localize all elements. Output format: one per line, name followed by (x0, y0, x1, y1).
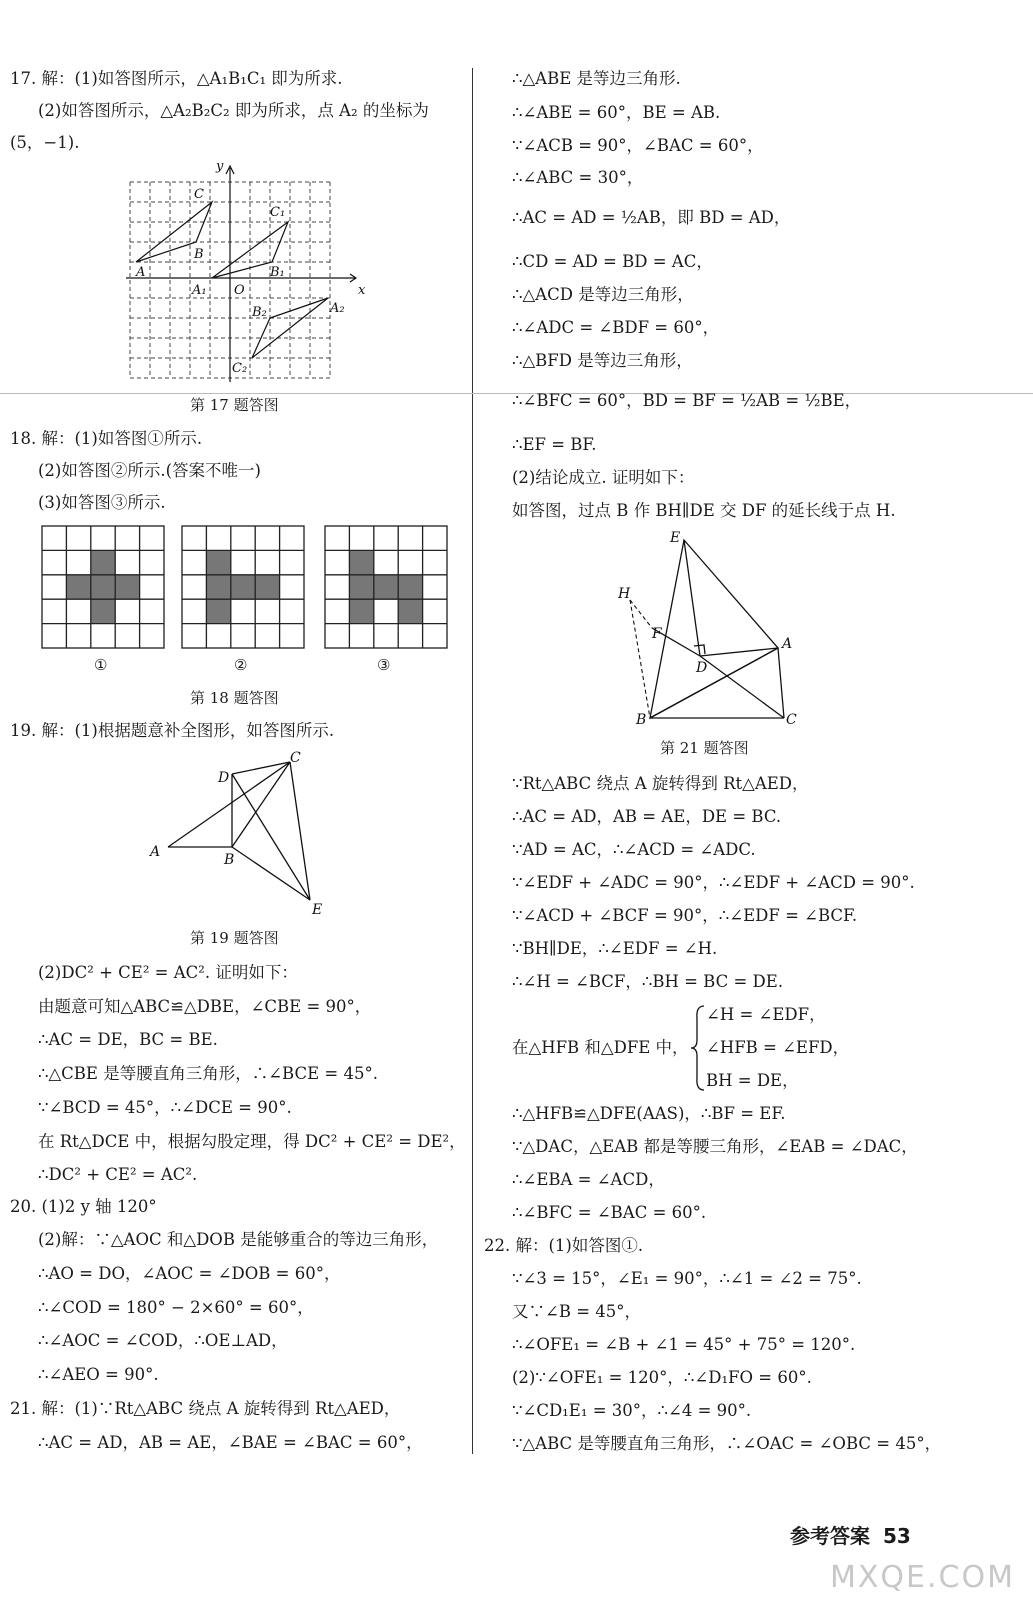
r-line23: ∵△DAC，△EAB 都是等腰三角形，∠EAB = ∠DAC， (512, 1137, 918, 1156)
svg-text:E: E (312, 902, 323, 918)
q17-line3: (5，−1). (10, 133, 80, 152)
r-line9: ∴△BFD 是等边三角形， (512, 351, 693, 370)
r-line6: ∴CD = AD = BD = AC， (512, 252, 713, 271)
q17-line1: 17. 解：(1)如答图所示，△A₁B₁C₁ 即为所求. (10, 69, 343, 88)
svg-text:A₁: A₁ (192, 283, 207, 298)
r-line32: ∵△ABC 是等腰直角三角形，∴∠OAC = ∠OBC = 45°， (512, 1434, 942, 1453)
q19-line7: 在 Rt△DCE 中，根据勾股定理，得 DC² + CE² = DE²， (38, 1132, 466, 1151)
r-line25: ∴∠BFC = ∠BAC = 60°. (512, 1203, 707, 1222)
svg-text:E: E (670, 530, 681, 546)
r-line10: ∴∠BFC = 60°，BD = BF = ½AB = ½BE， (512, 391, 862, 410)
fig17-caption: 第 17 题答图 (190, 396, 279, 414)
fig19-diagram (140, 752, 340, 922)
fig17-grid-diagram (130, 160, 370, 382)
q20-line4: ∴∠COD = 180° − 2×60° = 60°， (38, 1298, 314, 1317)
q20-line1: 20. (1)2 y 轴 120° (10, 1197, 157, 1216)
r-line11: ∴EF = BF. (512, 435, 597, 454)
svg-text:C: C (290, 750, 301, 766)
r-line22: ∴△HFB≌△DFE(AAS)，∴BF = EF. (512, 1104, 786, 1123)
r-line2: ∴∠ABE = 60°，BE = AB. (512, 103, 721, 122)
brace (690, 1004, 706, 1092)
svg-text:A: A (150, 844, 161, 860)
fig18-label-3: ③ (377, 656, 391, 674)
r-line5: ∴AC = AD = ½AB，即 BD = AD， (512, 208, 791, 227)
page-footer (790, 1520, 911, 1549)
q21-line1: 21. 解：(1)∵Rt△ABC 绕点 A 旋转得到 Rt△AED， (10, 1399, 401, 1418)
svg-text:A: A (136, 265, 146, 280)
fig19-caption: 第 19 题答图 (190, 929, 279, 947)
r-line7: ∴△ACD 是等边三角形， (512, 285, 694, 304)
r-line21-c: BH = DE， (706, 1071, 799, 1090)
fig18-grid-1 (42, 526, 164, 648)
r-line8: ∴∠ADC = ∠BDF = 60°， (512, 318, 720, 337)
svg-text:B: B (194, 247, 204, 262)
r-line21-prefix: 在△HFB 和△DFE 中， (512, 1038, 689, 1057)
svg-text:C₁: C₁ (270, 205, 286, 220)
r-line4: ∴∠ABC = 30°， (512, 168, 644, 187)
watermark: MXQE.COM (830, 1560, 1015, 1595)
svg-text:B₁: B₁ (270, 265, 285, 280)
r-line27: ∵∠3 = 15°，∠E₁ = 90°，∴∠1 = ∠2 = 75°. (512, 1269, 862, 1288)
fig18-label-1: ① (94, 656, 108, 674)
fig21-diagram (610, 528, 810, 728)
page-number: 53 (882, 1524, 911, 1548)
r-line17: ∵∠EDF + ∠ADC = 90°，∴∠EDF + ∠ACD = 90°. (512, 873, 915, 892)
r-line24: ∴∠EBA = ∠ACD， (512, 1170, 665, 1189)
r-line21-a: ∠H = ∠EDF， (706, 1005, 826, 1024)
r-line26: 22. 解：(1)如答图①. (484, 1236, 644, 1255)
q18-line2: (2)如答图②所示.(答案不唯一) (38, 461, 261, 480)
q19-line4: ∴AC = DE，BC = BE. (38, 1030, 218, 1049)
r-line14: ∵Rt△ABC 绕点 A 旋转得到 Rt△AED， (512, 774, 809, 793)
r-line21-b: ∠HFB = ∠EFD， (706, 1038, 850, 1057)
svg-text:x: x (358, 283, 366, 298)
r-line20: ∴∠H = ∠BCF，∴BH = BC = DE. (512, 972, 784, 991)
q20-line5: ∴∠AOC = ∠COD，∴OE⊥AD， (38, 1331, 288, 1350)
r-line30: (2)∵∠OFE₁ = 120°，∴∠D₁FO = 60°. (512, 1368, 812, 1387)
q19-line1: 19. 解：(1)根据题意补全图形，如答图所示. (10, 721, 335, 740)
q20-line2: (2)解：∵△AOC 和△DOB 是能够重合的等边三角形， (38, 1230, 439, 1249)
r-line1: ∴△ABE 是等边三角形. (512, 69, 681, 88)
r-line13: 如答图，过点 B 作 BH∥DE 交 DF 的延长线于点 H. (512, 501, 896, 520)
svg-text:C: C (786, 712, 797, 728)
q18-line3: (3)如答图③所示. (38, 493, 166, 512)
svg-text:D: D (696, 660, 708, 676)
fig18-caption: 第 18 题答图 (190, 689, 279, 707)
q20-line3: ∴AO = DO，∠AOC = ∠DOB = 60°， (38, 1264, 341, 1283)
r-line31: ∵∠CD₁E₁ = 30°，∴∠4 = 90°. (512, 1401, 752, 1420)
svg-text:A₂: A₂ (330, 301, 345, 316)
q20-line6: ∴∠AEO = 90°. (38, 1365, 159, 1384)
r-line16: ∵AD = AC，∴∠ACD = ∠ADC. (512, 840, 756, 859)
column-divider (472, 68, 473, 1454)
r-line18: ∵∠ACD + ∠BCF = 90°，∴∠EDF = ∠BCF. (512, 906, 858, 925)
q19-line6: ∵∠BCD = 45°，∴∠DCE = 90°. (38, 1098, 292, 1117)
svg-text:y: y (216, 159, 224, 174)
svg-text:O: O (234, 283, 245, 298)
q18-line1: 18. 解：(1)如答图①所示. (10, 429, 203, 448)
svg-text:H: H (618, 586, 631, 602)
svg-text:A: A (782, 636, 793, 652)
q19-line3: 由题意可知△ABC≌△DBE，∠CBE = 90°， (38, 997, 372, 1016)
fig18-grid-2 (182, 526, 304, 648)
q19-line8: ∴DC² + CE² = AC². (38, 1165, 198, 1184)
fig18-grid-3 (325, 526, 447, 648)
r-line28: 又∵∠B = 45°， (512, 1302, 642, 1321)
svg-text:D: D (218, 770, 230, 786)
q17-line2: (2)如答图所示，△A₂B₂C₂ 即为所求，点 A₂ 的坐标为 (38, 101, 429, 120)
fig18-label-2: ② (234, 656, 248, 674)
r-line19: ∵BH∥DE，∴∠EDF = ∠H. (512, 939, 718, 958)
svg-text:B: B (224, 852, 235, 868)
svg-text:B: B (636, 712, 647, 728)
q21-line2: ∴AC = AD，AB = AE，∠BAE = ∠BAC = 60°， (38, 1433, 423, 1452)
svg-text:C₂: C₂ (232, 361, 248, 376)
r-line3: ∵∠ACB = 90°，∠BAC = 60°， (512, 136, 764, 155)
svg-text:C: C (194, 187, 204, 202)
q19-line2: (2)DC² + CE² = AC². 证明如下： (38, 963, 298, 982)
r-line12: (2)结论成立. 证明如下： (512, 468, 695, 487)
r-line29: ∴∠OFE₁ = ∠B + ∠1 = 45° + 75° = 120°. (512, 1335, 856, 1354)
footer-label: 参考答案 (790, 1524, 870, 1548)
svg-text:F: F (652, 626, 662, 642)
fig21-caption: 第 21 题答图 (660, 739, 749, 757)
svg-text:B₂: B₂ (252, 305, 267, 320)
r-line15: ∴AC = AD，AB = AE，DE = BC. (512, 807, 782, 826)
q19-line5: ∴△CBE 是等腰直角三角形，∴∠BCE = 45°. (38, 1064, 378, 1083)
